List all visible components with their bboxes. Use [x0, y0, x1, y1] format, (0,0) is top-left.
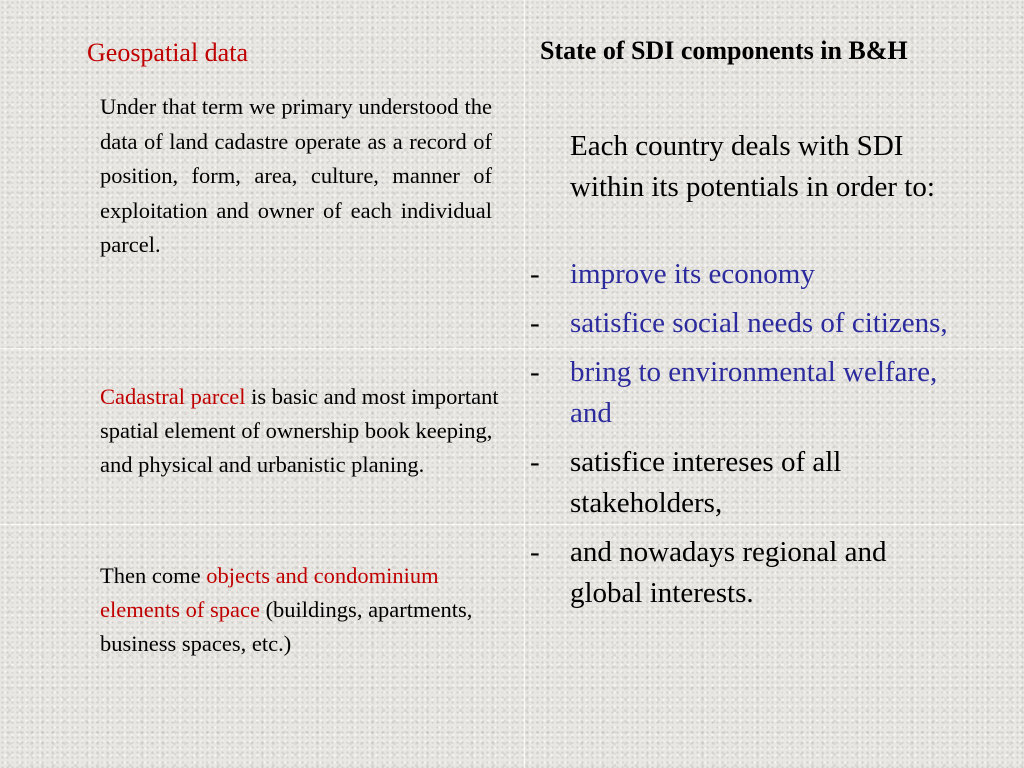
bullet-dash: -	[530, 446, 540, 478]
left-title: Geospatial data	[87, 38, 248, 67]
bullet-text: bring to environmental welfare, and	[570, 356, 938, 429]
bullet-text: improve its economy	[570, 258, 815, 290]
list-item	[530, 303, 960, 344]
bullet-text: satisfice social needs of citizens,	[570, 307, 948, 339]
bullet-dash: -	[530, 536, 540, 568]
list-item	[530, 532, 960, 614]
cadastral-parcel-paragraph	[100, 380, 500, 482]
objects-paragraph	[100, 559, 480, 661]
column-divider	[524, 0, 525, 768]
list-item	[530, 254, 960, 295]
bullet-dash: -	[530, 356, 540, 388]
list-item	[530, 352, 960, 434]
cadastral-parcel-text: is basic and most important spatial element of ownership book keeping, and physical and urbanistic planing.	[100, 384, 499, 477]
right-title: State of SDI components in B&H	[540, 36, 908, 65]
bullet-text: satisfice intereses of all stakeholders,	[570, 446, 842, 519]
sdi-intro: Each country deals with SDI within its potentials in order to:	[570, 130, 935, 203]
list-item	[530, 442, 960, 524]
bullet-dash: -	[530, 258, 540, 290]
objects-lead: Then come	[100, 563, 207, 588]
geospatial-definition: Under that term we primary understood the data of land cadastre operate as a record of position, form, area, culture, manner of exploitation and owner of each individual parcel.	[100, 94, 492, 257]
objects-text: (buildings, apartments, business spaces, etc.)	[100, 597, 473, 656]
bullet-dash: -	[530, 307, 540, 339]
cadastral-parcel-term: Cadastral parcel	[100, 384, 246, 409]
sdi-goals-list	[530, 254, 960, 622]
bullet-text: and nowadays regional and global interests.	[570, 536, 887, 609]
objects-term: objects and condominium elements of space	[100, 563, 439, 622]
